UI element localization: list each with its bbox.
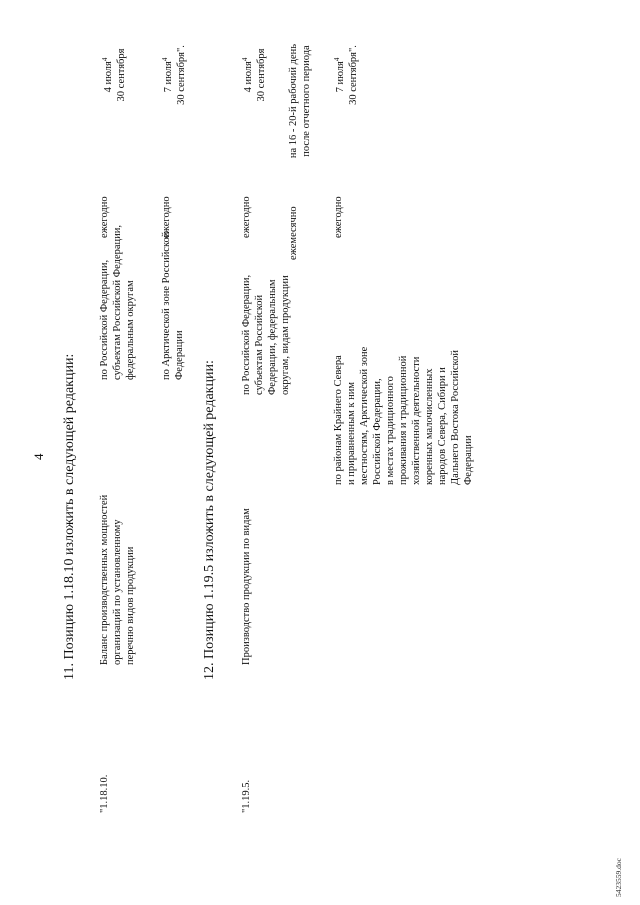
scope-line: народов Севера, Сибири и (437, 367, 448, 485)
indicator-name-line: Баланс производственных мощностей (99, 494, 110, 665)
scope-line: Федерации (463, 435, 474, 485)
scope-line: Федерации, федеральным (267, 279, 278, 395)
frequency-1-18-10-row-2: ежегодно (161, 196, 172, 238)
release-date: 7 июля (163, 61, 174, 93)
indicator-name-line: организаций по установленному (112, 519, 123, 665)
scope-line: по районам Крайнего Севера (333, 355, 344, 485)
scope-line: субъектам Российской Федерации, (112, 225, 123, 380)
scope-line: Дальнего Востока Российской (450, 350, 461, 485)
scope-line: по Российской Федерации, (99, 259, 110, 380)
scope-line: хозяйственной деятельности (411, 356, 422, 485)
scope-1-18-10-row-1 (98, 225, 137, 380)
frequency-1-18-10-row-1: ежегодно (99, 196, 110, 238)
scope-1-19-5-row-2 (332, 347, 475, 485)
dates-1-19-5-monthly (287, 35, 313, 167)
scope-line: по Арктической зоне Российской (161, 231, 172, 380)
indicator-name-line: перечню видов продукции (125, 546, 136, 665)
section-heading-12: 12. Позицию 1.19.5 изложить в следующей редакции: (202, 360, 217, 680)
scope-1-18-10-row-2 (160, 232, 186, 380)
dates-1-19-5-row-1 (242, 40, 268, 110)
release-date: на 16 - 20-й рабочий день (288, 43, 299, 159)
release-date: 4 июля (243, 61, 254, 93)
footnote-mark: 4 (333, 57, 342, 62)
scope-line: в местах традиционного (385, 376, 396, 485)
dates-1-18-10-row-2 (162, 40, 188, 110)
footnote-mark: 4 (241, 57, 250, 62)
frequency-1-19-5-monthly: ежемесячно (288, 206, 299, 260)
scope-line: Российской Федерации, (372, 378, 383, 485)
release-date: 30 сентября". (348, 45, 359, 105)
release-date: после отчетного периода (301, 45, 312, 157)
frequency-1-19-5-row-2: ежегодно (333, 196, 344, 238)
page-number: 4 (31, 453, 46, 460)
position-code-1-19-5: "1.19.5. (241, 779, 252, 813)
release-date: 30 сентября". (176, 45, 187, 105)
scope-line: субъектам Российской (254, 294, 265, 395)
dates-1-19-5-row-2 (334, 40, 360, 110)
scope-1-19-5-row-1 (240, 275, 292, 395)
scope-line: коренных малочисленных (424, 368, 435, 485)
indicator-name-1-19-5 (240, 508, 253, 665)
scope-line: проживания и традиционной (398, 355, 409, 485)
scope-line: и приравненным к ним (346, 381, 357, 485)
section-heading-11: 11. Позицию 1.18.10 изложить в следующей редакции: (62, 353, 77, 680)
release-date: 7 июля (335, 61, 346, 93)
scope-line: по Российской Федерации, (241, 274, 252, 395)
footer-doc-id: 5423559.doc (614, 858, 623, 897)
indicator-name-line: Производство продукции по видам (241, 508, 252, 665)
release-date: 30 сентября (256, 48, 267, 102)
position-code-1-18-10: "1.18.10. (99, 774, 110, 813)
footnote-mark: 4 (101, 57, 110, 62)
indicator-name-1-18-10 (98, 495, 137, 665)
scope-line: местностям, Арктической зоне (359, 346, 370, 485)
frequency-1-19-5-annual: ежегодно (241, 196, 252, 238)
release-date: 30 сентября (116, 48, 127, 102)
footnote-mark: 4 (161, 57, 170, 62)
release-date: 4 июля (103, 61, 114, 93)
scope-line: округам, видам продукции (280, 275, 291, 395)
dates-1-18-10-row-1 (102, 40, 128, 110)
scope-line: Федерации (174, 330, 185, 380)
scope-line: федеральным округам (125, 280, 136, 380)
